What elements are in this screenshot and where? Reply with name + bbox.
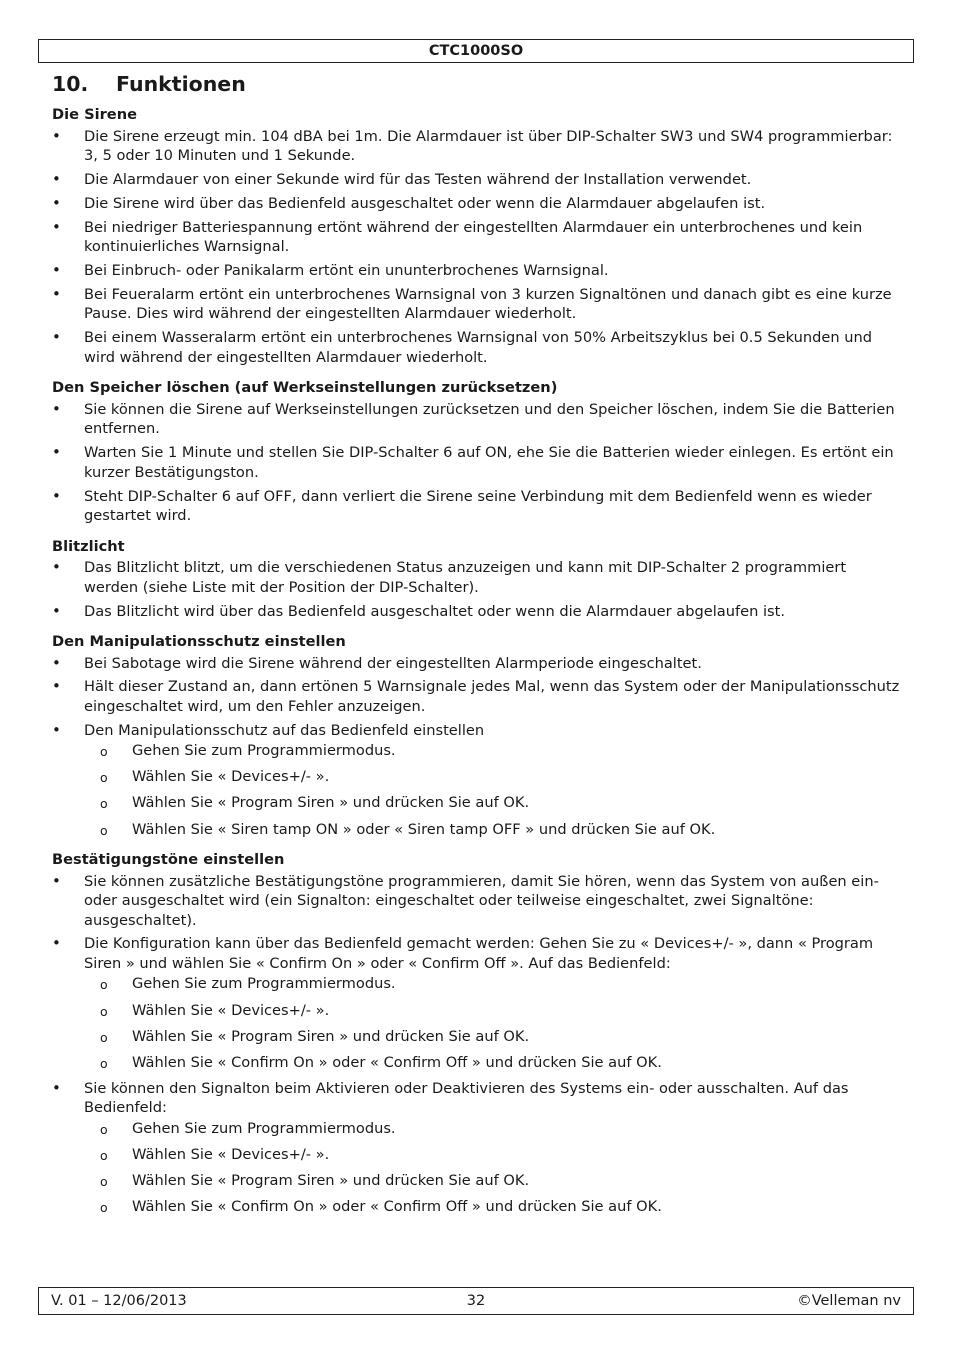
subsection-heading: Bestätigungstöne einstellen	[52, 851, 285, 869]
bullet-list	[52, 400, 900, 526]
bullet-text: Bei niedriger Batteriespannung ertönt während der eingestellten Alarmdauer ein unterbrochenes und kein kontinuierliches Warnsignal.	[84, 218, 863, 256]
bullet-text: Die Sirene erzeugt min. 104 dBA bei 1m. Die Alarmdauer ist über DIP-Schalter SW3 und SW4 programmierbar: 3, 5 oder 10 Minuten und 1 Sekunde.	[84, 127, 893, 164]
bullet-item	[52, 677, 900, 716]
bullet-list	[52, 872, 900, 1217]
step-item: o Wählen Sie « Program Siren » und drücken Sie auf OK.	[84, 1027, 900, 1047]
bullet-item	[52, 127, 900, 166]
bullet-item	[52, 1079, 900, 1217]
bullet-item	[52, 285, 900, 324]
bullet-item	[52, 261, 900, 281]
bullet-item	[52, 443, 900, 482]
bullet-list	[52, 558, 900, 621]
bullet-item	[52, 487, 900, 526]
step-list	[84, 1119, 900, 1217]
page-header	[38, 39, 914, 63]
footer-page-number: 32	[466, 1293, 486, 1309]
bullet-text: Bei Einbruch- oder Panikalarm ertönt ein ununterbrochenes Warnsignal.	[84, 262, 609, 280]
section-title-text: Funktionen	[116, 72, 246, 96]
document-body	[52, 70, 900, 1223]
bullet-text: Steht DIP-Schalter 6 auf OFF, dann verliert die Sirene seine Verbindung mit dem Bedienfeld wenn es wieder gestartet wird.	[84, 487, 872, 525]
model-name: CTC1000SO	[428, 43, 524, 59]
step-list	[84, 974, 900, 1072]
step-item: o Wählen Sie « Devices+/- ».	[84, 1001, 900, 1021]
bullet-item	[52, 934, 900, 1072]
subsection-heading: Den Manipulationsschutz einstellen	[52, 633, 346, 651]
bullet-item	[52, 872, 900, 931]
step-item: o Wählen Sie « Program Siren » und drücken Sie auf OK.	[84, 793, 900, 813]
step-item: o Wählen Sie « Confirm On » oder « Confirm Off » und drücken Sie auf OK.	[84, 1053, 900, 1073]
footer-version: V. 01 – 12/06/2013	[51, 1293, 187, 1309]
sections-container	[52, 105, 900, 1217]
bullet-list	[52, 654, 900, 840]
step-item: o Wählen Sie « Devices+/- ».	[84, 1145, 900, 1165]
bullet-text: Bei Sabotage wird die Sirene während der eingestellten Alarmperiode eingeschaltet.	[84, 654, 702, 672]
step-item: o Wählen Sie « Devices+/- ».	[84, 767, 900, 787]
step-item: o Gehen Sie zum Programmiermodus.	[84, 1119, 900, 1139]
bullet-text: Die Alarmdauer von einer Sekunde wird für das Testen während der Installation verwendet.	[84, 170, 752, 188]
subsection-heading: Die Sirene	[52, 106, 137, 123]
step-item: o Gehen Sie zum Programmiermodus.	[84, 741, 900, 761]
step-item: o Wählen Sie « Confirm On » oder « Confirm Off » und drücken Sie auf OK.	[84, 1197, 900, 1217]
section-number: 10.	[52, 72, 89, 96]
bullet-text: Das Blitzlicht blitzt, um die verschiedenen Status anzuzeigen und kann mit DIP-Schalter 2 programmiert werden (siehe Liste mit der Position der DIP-Schalter).	[84, 559, 847, 596]
bullet-text: Sie können den Signalton beim Aktivieren oder Deaktivieren des Systems ein- oder ausschalten. Auf das Bedienfeld:	[84, 1079, 849, 1117]
bullet-item	[52, 558, 900, 597]
bullet-text: Das Blitzlicht wird über das Bedienfeld ausgeschaltet oder wenn die Alarmdauer abgelaufen ist.	[84, 602, 785, 620]
bullet-text: Sie können zusätzliche Bestätigungstöne programmieren, damit Sie hören, wenn das System von außen ein- oder ausgeschaltet wird (ein Signalton: eingeschaltet oder teilweise eingeschaltet, zwei Signaltöne: ausgeschaltet).	[84, 872, 879, 929]
subsection-heading: Blitzlicht	[52, 537, 125, 555]
step-list	[84, 741, 900, 839]
step-item: o Gehen Sie zum Programmiermodus.	[84, 974, 900, 994]
bullet-text: Sie können die Sirene auf Werkseinstellungen zurücksetzen und den Speicher löschen, indem Sie die Batterien entfernen.	[84, 400, 895, 438]
bullet-item	[52, 218, 900, 257]
bullet-item	[52, 400, 900, 439]
bullet-item	[52, 602, 900, 622]
bullet-item	[52, 194, 900, 214]
bullet-item	[52, 654, 900, 674]
bullet-text: Die Sirene wird über das Bedienfeld ausgeschaltet oder wenn die Alarmdauer abgelaufen ist.	[84, 194, 766, 212]
bullet-item	[52, 328, 900, 367]
bullet-list	[52, 127, 900, 368]
bullet-text: Warten Sie 1 Minute und stellen Sie DIP-Schalter 6 auf ON, ehe Sie die Batterien wieder einlegen. Es ertönt ein kurzer Bestätigungston.	[84, 444, 894, 481]
bullet-text: Bei einem Wasseralarm ertönt ein unterbrochenes Warnsignal von 50% Arbeitszyklus bei 0.5 Sekunden und wird während der eingestellten Alarmdauer wiederholt.	[84, 329, 873, 366]
bullet-text: Hält dieser Zustand an, dann ertönen 5 Warnsignale jedes Mal, wenn das System oder der Manipulationsschutz eingeschaltet wird, um den Fehler anzuzeigen.	[84, 678, 900, 715]
step-item: o Wählen Sie « Siren tamp ON » oder « Siren tamp OFF » und drücken Sie auf OK.	[84, 820, 900, 840]
bullet-item	[52, 170, 900, 190]
section-title	[52, 70, 900, 98]
step-item: o Wählen Sie « Program Siren » und drücken Sie auf OK.	[84, 1171, 900, 1191]
bullet-text: Den Manipulationsschutz auf das Bedienfeld einstellen	[84, 721, 485, 739]
footer-copyright: ©Velleman nv	[797, 1293, 901, 1309]
bullet-text: Die Konfiguration kann über das Bedienfeld gemacht werden: Gehen Sie zu « Devices+/- », dann « Program Siren » und wählen Sie « Confirm On » oder « Confirm Off ». Auf das Bedienfeld:	[84, 935, 874, 972]
page-footer	[38, 1287, 914, 1315]
bullet-text: Bei Feueralarm ertönt ein unterbrochenes Warnsignal von 3 kurzen Signaltönen und danach gibt es eine kurze Pause. Dies wird während der eingestellten Alarmdauer wiederholt.	[84, 285, 892, 323]
bullet-item	[52, 721, 900, 839]
subsection-heading: Den Speicher löschen (auf Werkseinstellungen zurücksetzen)	[52, 379, 558, 397]
